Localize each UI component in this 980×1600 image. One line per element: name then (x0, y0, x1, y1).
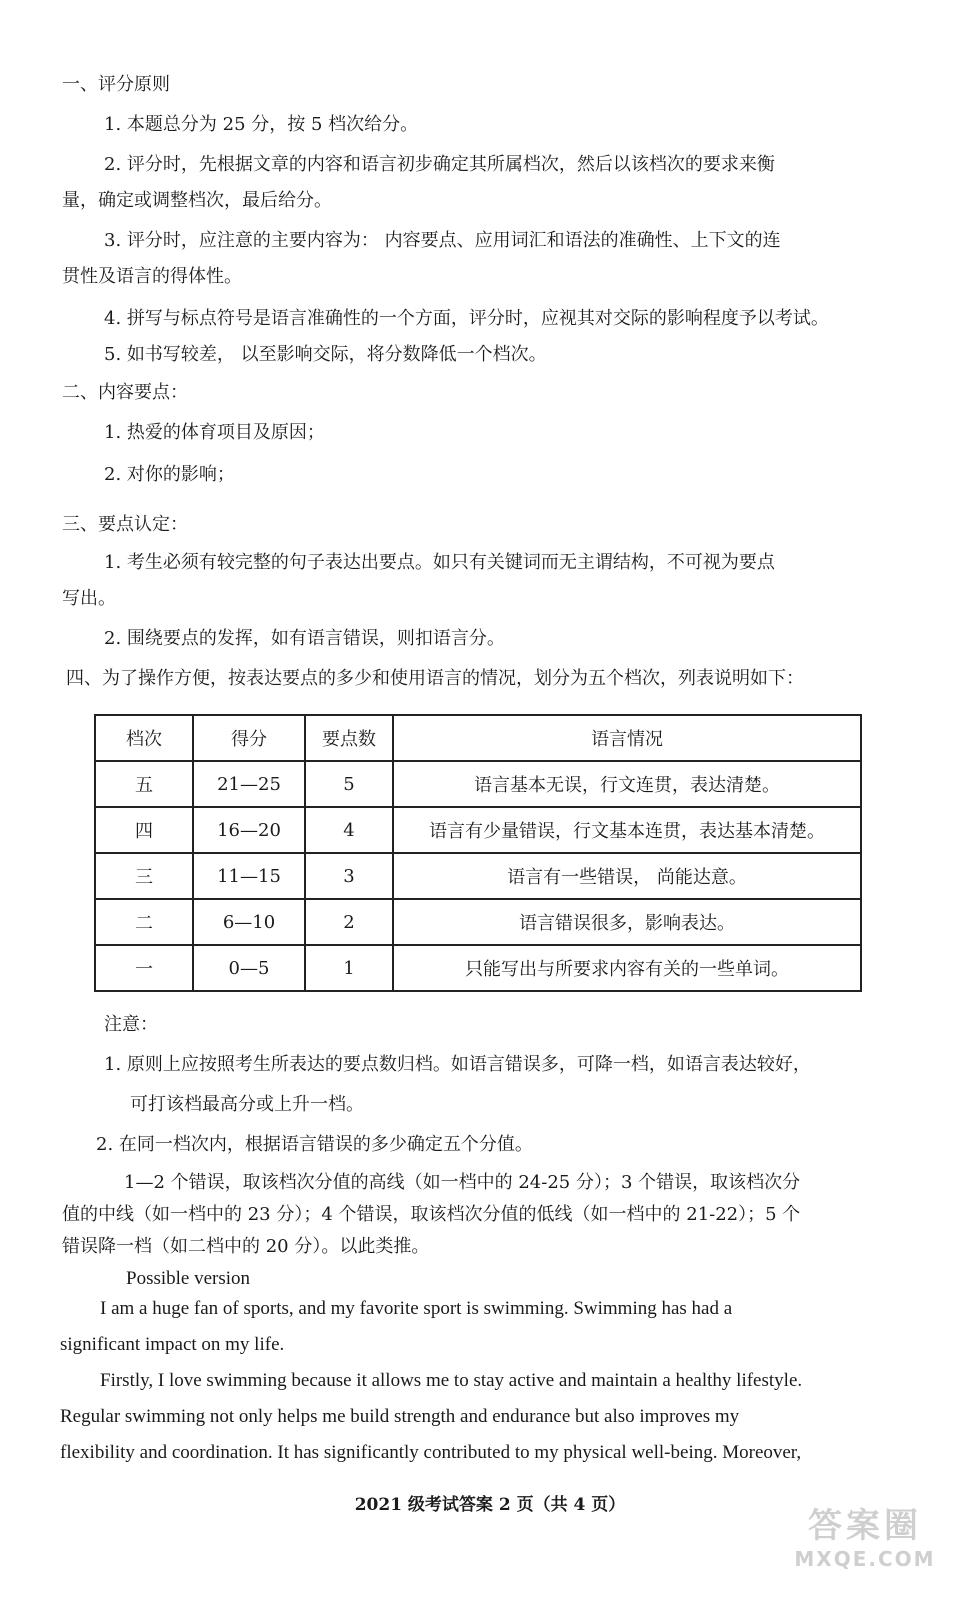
site-watermark (780, 1498, 950, 1588)
section-3-item-1a: 1. 考生必须有较完整的句子表达出要点。如只有关键词而无主谓结构，不可视为要点 (104, 552, 775, 573)
note-3a: 1—2 个错误，取该档次分值的高线（如一档中的 24-25 分）；3 个错误，取该档次分 (124, 1172, 801, 1193)
table-row (95, 945, 861, 991)
cell-level: 二 (95, 899, 193, 945)
essay-line-4: Regular swimming not only helps me build strength and endurance but also improves my (60, 1406, 740, 1427)
table-row (95, 899, 861, 945)
header-level: 档次 (95, 715, 193, 761)
section-1-item-3b: 贯性及语言的得体性。 (62, 266, 242, 287)
cell-score: 16—20 (193, 807, 305, 853)
table-row (95, 761, 861, 807)
note-3c: 错误降一档（如二档中的 20 分）。以此类推。 (62, 1236, 430, 1257)
cell-language: 只能写出与所要求内容有关的一些单词。 (393, 945, 861, 991)
cell-language: 语言有少量错误，行文基本连贯，表达基本清楚。 (393, 807, 861, 853)
section-1-item-3a: 3. 评分时，应注意的主要内容为： 内容要点、应用词汇和语法的准确性、上下文的连 (104, 230, 781, 251)
section-3-title: 三、要点认定： (62, 514, 188, 535)
cell-score: 6—10 (193, 899, 305, 945)
watermark-logo-text: 答案圈 (808, 1506, 922, 1546)
essay-heading: Possible version (126, 1268, 251, 1289)
table-header-row (95, 715, 861, 761)
cell-points: 2 (305, 899, 393, 945)
page-footer: 2021 级考试答案 2 页（共 4 页） (354, 1495, 626, 1515)
note-3b: 值的中线（如一档中的 23 分）；4 个错误，取该档次分值的低线（如一档中的 21-22）；5 个 (62, 1204, 801, 1225)
cell-level: 三 (95, 853, 193, 899)
section-1-item-2a: 2. 评分时，先根据文章的内容和语言初步确定其所属档次，然后以该档次的要求来衡 (104, 154, 775, 175)
cell-language: 语言错误很多，影响表达。 (393, 899, 861, 945)
cell-points: 5 (305, 761, 393, 807)
cell-score: 11—15 (193, 853, 305, 899)
section-2-item-2: 2. 对你的影响； (104, 464, 235, 485)
section-1-item-1: 1. 本题总分为 25 分，按 5 档次给分。 (104, 114, 419, 135)
notes-title: 注意： (104, 1014, 158, 1035)
grading-table (94, 714, 862, 992)
cell-level: 一 (95, 945, 193, 991)
header-points: 要点数 (305, 715, 393, 761)
section-2-title: 二、内容要点： (62, 382, 188, 403)
essay-line-5: flexibility and coordination. It has significantly contributed to my physical well-being. Moreover, (60, 1442, 802, 1463)
section-4-title: 四、为了操作方便，按表达要点的多少和使用语言的情况，划分为五个档次，列表说明如下： (66, 668, 804, 689)
cell-points: 1 (305, 945, 393, 991)
section-1-item-2b: 量，确定或调整档次，最后给分。 (62, 190, 332, 211)
section-1-item-4: 4. 拼写与标点符号是语言准确性的一个方面，评分时，应视其对交际的影响程度予以考试。 (104, 308, 829, 329)
section-1-title: 一、评分原则 (62, 74, 170, 95)
section-1-item-5: 5. 如书写较差， 以至影响交际，将分数降低一个档次。 (104, 344, 547, 365)
note-1a: 1. 原则上应按照考生所表达的要点数归档。如语言错误多，可降一档，如语言表达较好， (104, 1054, 811, 1075)
table-row (95, 853, 861, 899)
cell-level: 五 (95, 761, 193, 807)
cell-language: 语言基本无误，行文连贯，表达清楚。 (393, 761, 861, 807)
note-1b: 可打该档最高分或上升一档。 (130, 1094, 364, 1115)
essay-line-3: Firstly, I love swimming because it allows me to stay active and maintain a healthy lifestyle. (100, 1370, 803, 1391)
cell-score: 0—5 (193, 945, 305, 991)
cell-level: 四 (95, 807, 193, 853)
watermark-url: MXQE.COM (794, 1547, 936, 1571)
header-language: 语言情况 (393, 715, 861, 761)
table-row (95, 807, 861, 853)
cell-points: 4 (305, 807, 393, 853)
section-3-item-2: 2. 围绕要点的发挥，如有语言错误，则扣语言分。 (104, 628, 505, 649)
cell-score: 21—25 (193, 761, 305, 807)
essay-line-1: I am a huge fan of sports, and my favorite sport is swimming. Swimming has had a (100, 1298, 733, 1319)
cell-points: 3 (305, 853, 393, 899)
essay-line-2: significant impact on my life. (60, 1334, 285, 1355)
note-2: 2. 在同一档次内，根据语言错误的多少确定五个分值。 (96, 1134, 533, 1155)
section-3-item-1b: 写出。 (62, 588, 116, 609)
section-2-item-1: 1. 热爱的体育项目及原因； (104, 422, 325, 443)
header-score: 得分 (193, 715, 305, 761)
cell-language: 语言有一些错误， 尚能达意。 (393, 853, 861, 899)
